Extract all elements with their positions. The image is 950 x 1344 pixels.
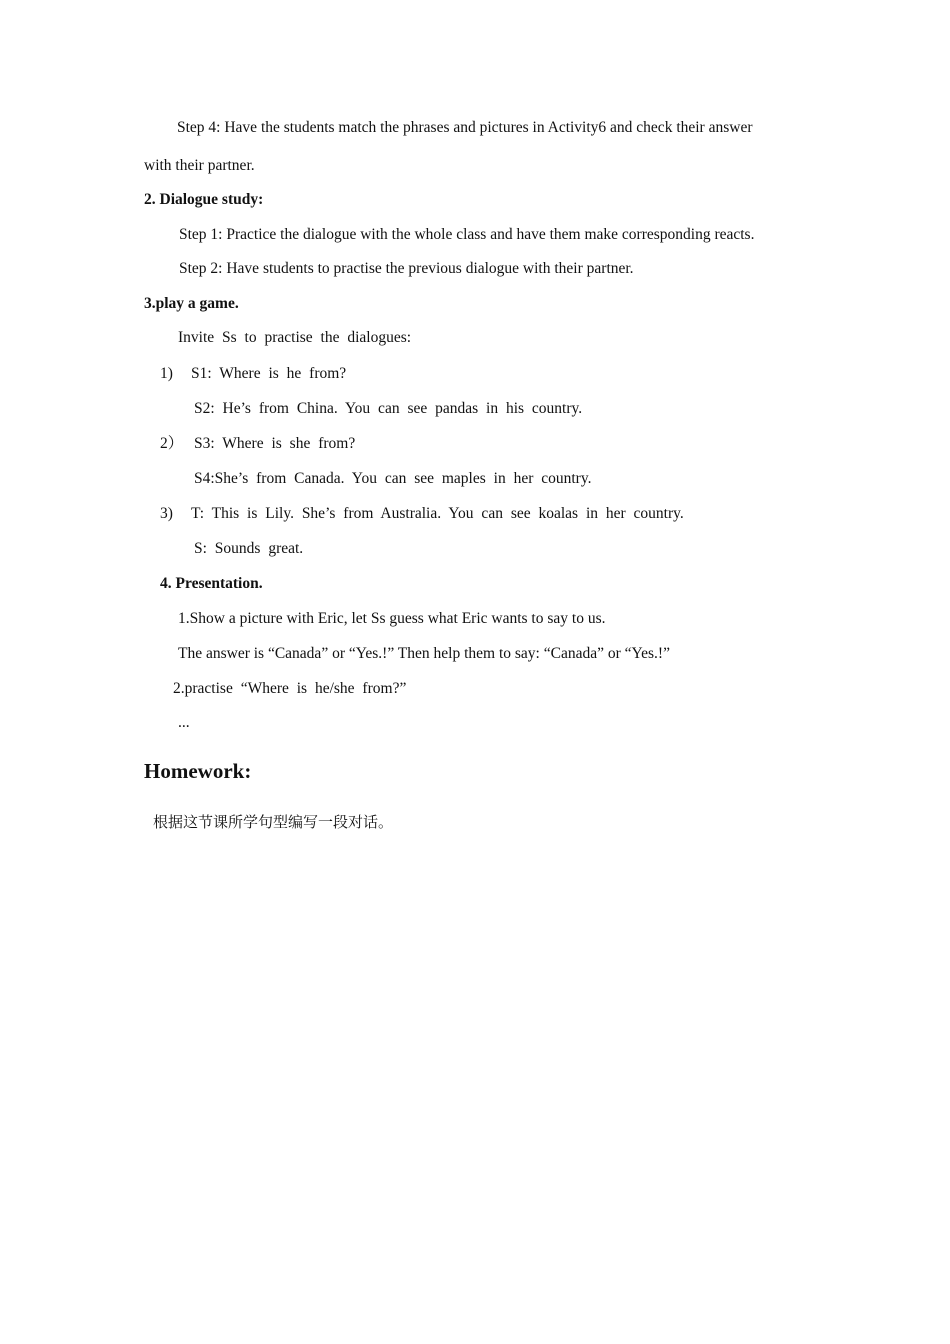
step4-text-line1: Step 4: Have the students match the phrases and pictures in Activity6 and check their answer: [177, 119, 753, 136]
dialogue-step1: Step 1: Practice the dialogue with the whole class and have them make corresponding reacts.: [179, 226, 755, 243]
dialogue-2-line2: S4:She’s from Canada. You can see maples in her country.: [194, 470, 592, 487]
dialogue-study-heading: 2. Dialogue study:: [144, 191, 264, 208]
dialogue-2-number: 2）: [160, 435, 184, 452]
dialogue-3-line1: [160, 504, 684, 524]
presentation-item1: 1.Show a picture with Eric, let Ss guess what Eric wants to say to us.: [178, 610, 606, 627]
dialogue-3-line2: S: Sounds great.: [194, 540, 304, 557]
game-intro: Invite Ss to practise the dialogues:: [178, 329, 412, 346]
dialogue-3-statement: T: This is Lily. She’s from Australia. You can see koalas in her country.: [191, 505, 684, 522]
dialogue-1-number: 1): [160, 365, 173, 382]
presentation-item2: 2.practise “Where is he/she from?”: [173, 680, 407, 697]
dialogue-1-line1: [160, 364, 346, 384]
play-game-heading: 3.play a game.: [144, 295, 239, 312]
dialogue-1-line2: S2: He’s from China. You can see pandas in his country.: [194, 400, 583, 417]
dialogue-3-number: 3): [160, 505, 173, 522]
homework-heading: Homework:: [144, 759, 252, 783]
dialogue-step2: Step 2: Have students to practise the previous dialogue with their partner.: [179, 260, 634, 277]
step4-text-line2: with their partner.: [144, 157, 255, 174]
dialogue-2-line1: [160, 434, 355, 454]
presentation-ellipsis: ...: [178, 714, 190, 731]
presentation-heading: 4. Presentation.: [160, 575, 263, 592]
homework-text: 根据这节课所学句型编写一段对话。: [153, 813, 394, 831]
dialogue-2-question: S3: Where is she from?: [194, 435, 356, 452]
presentation-item1-answer: The answer is “Canada” or “Yes.!” Then help them to say: “Canada” or “Yes.!”: [178, 645, 670, 662]
dialogue-1-question: S1: Where is he from?: [191, 365, 347, 382]
